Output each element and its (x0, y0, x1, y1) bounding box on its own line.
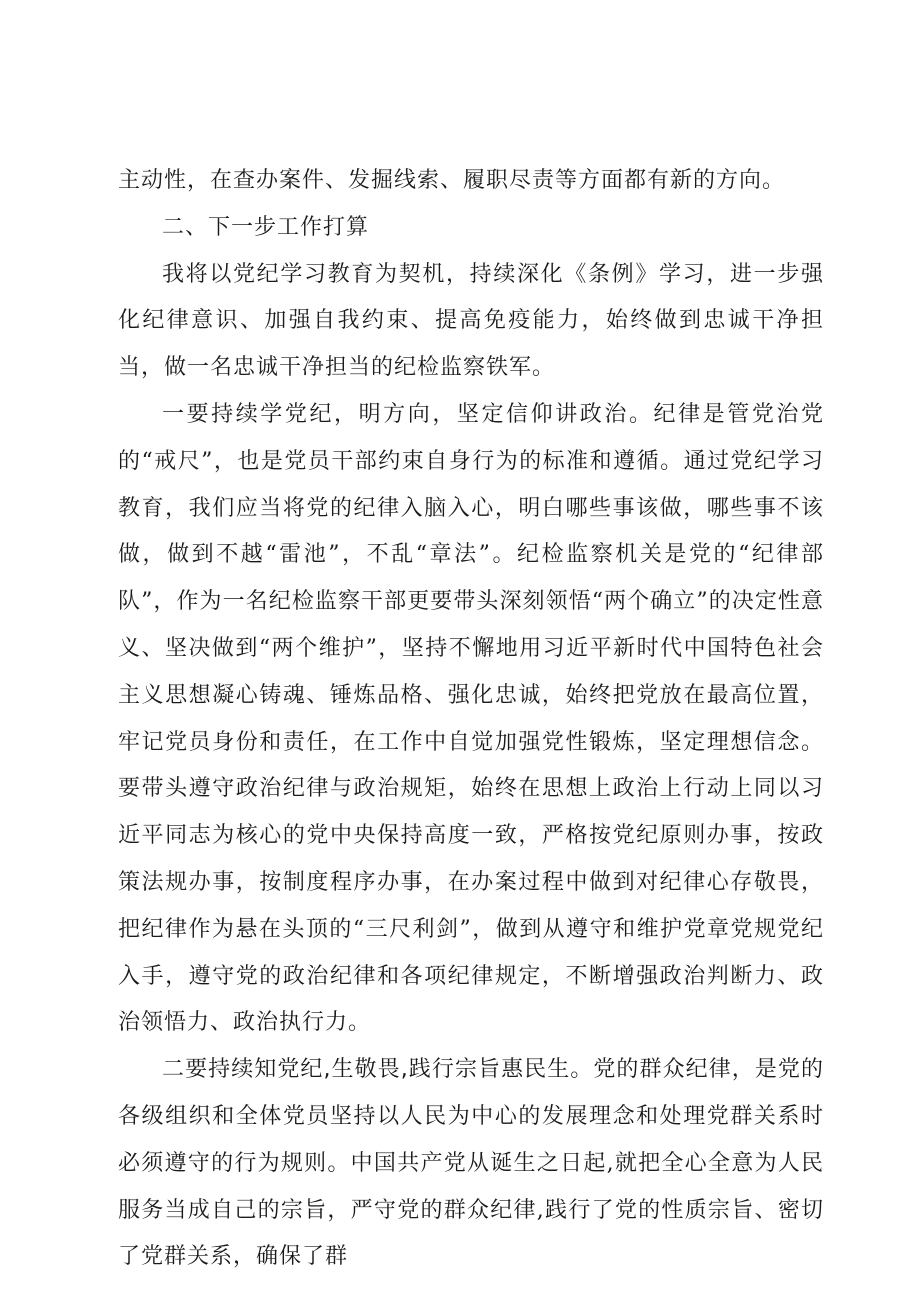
paragraph-lead: 二要持续知党纪,生敬畏,践行宗旨惠民生。 (162, 1057, 594, 1083)
paragraph-text: 纪律是管党治党的“戒尺”，也是党员干部约束自身行为的标准和遵循。通过党纪学习教育，我们应当将党的纪律入脑入心，明白哪些事该做，哪些事不该做，做到不越“雷池”，不乱“章法”。纪检监察机关是党的“纪律部队”，作为一名纪检监察干部更要带头深刻领悟“两个确立”的决定性意义、坚决做到“两个维护”，坚持不懈地用习近平新时代中国特色社会主义思想凝心铸魂、锤炼品格、强化忠诚，始终把党放在最高位置，牢记党员身份和责任，在工作中自觉加强党性锻炼，坚定理想信念。要带头遵守政治纪律与政治规矩，始终在思想上政治上行动上同以习近平同志为核心的党中央保持高度一致，严格按党纪原则办事，按政策法规办事，按制度程序办事，在办案过程中做到对纪律心存敬畏，把纪律作为悬在头顶的“三尺利剑”，做到从遵守和维护党章党规党纪入手，遵守党的政治纪律和各项纪律规定，不断增强政治判断力、政治领悟力、政治执行力。 (118, 401, 824, 1036)
section-heading (118, 205, 824, 252)
paragraph-text: 我将以党纪学习教育为契机，持续深化《条例》学习，进一步强化纪律意识、加强自我约束、提高免疫能力，始终做到忠诚干净担当，做一名忠诚干净担当的纪检监察铁军。 (118, 261, 824, 381)
paragraph-continued (118, 158, 824, 205)
paragraph-point-two (118, 1047, 824, 1281)
document-body (118, 158, 824, 1281)
paragraph-text: 党的群众纪律，是党的各级组织和全体党员坚持以人民为中心的发展理念和处理党群关系时必须遵守的行为规则。中国共产党从诞生之日起,就把全心全意为人民服务当成自己的宗旨，严守党的群众纪律,践行了党的性质宗旨、密切了党群关系，确保了群 (118, 1057, 824, 1270)
paragraph-point-one (118, 392, 824, 1047)
paragraph-text: 主动性，在查办案件、发掘线索、履职尽责等方面都有新的方向。 (118, 168, 786, 193)
section-heading-text: 二、下一步工作打算 (162, 214, 370, 240)
paragraph-intro (118, 252, 824, 392)
paragraph-lead: 一要持续学党纪，明方向，坚定信仰讲政治。 (162, 401, 654, 427)
